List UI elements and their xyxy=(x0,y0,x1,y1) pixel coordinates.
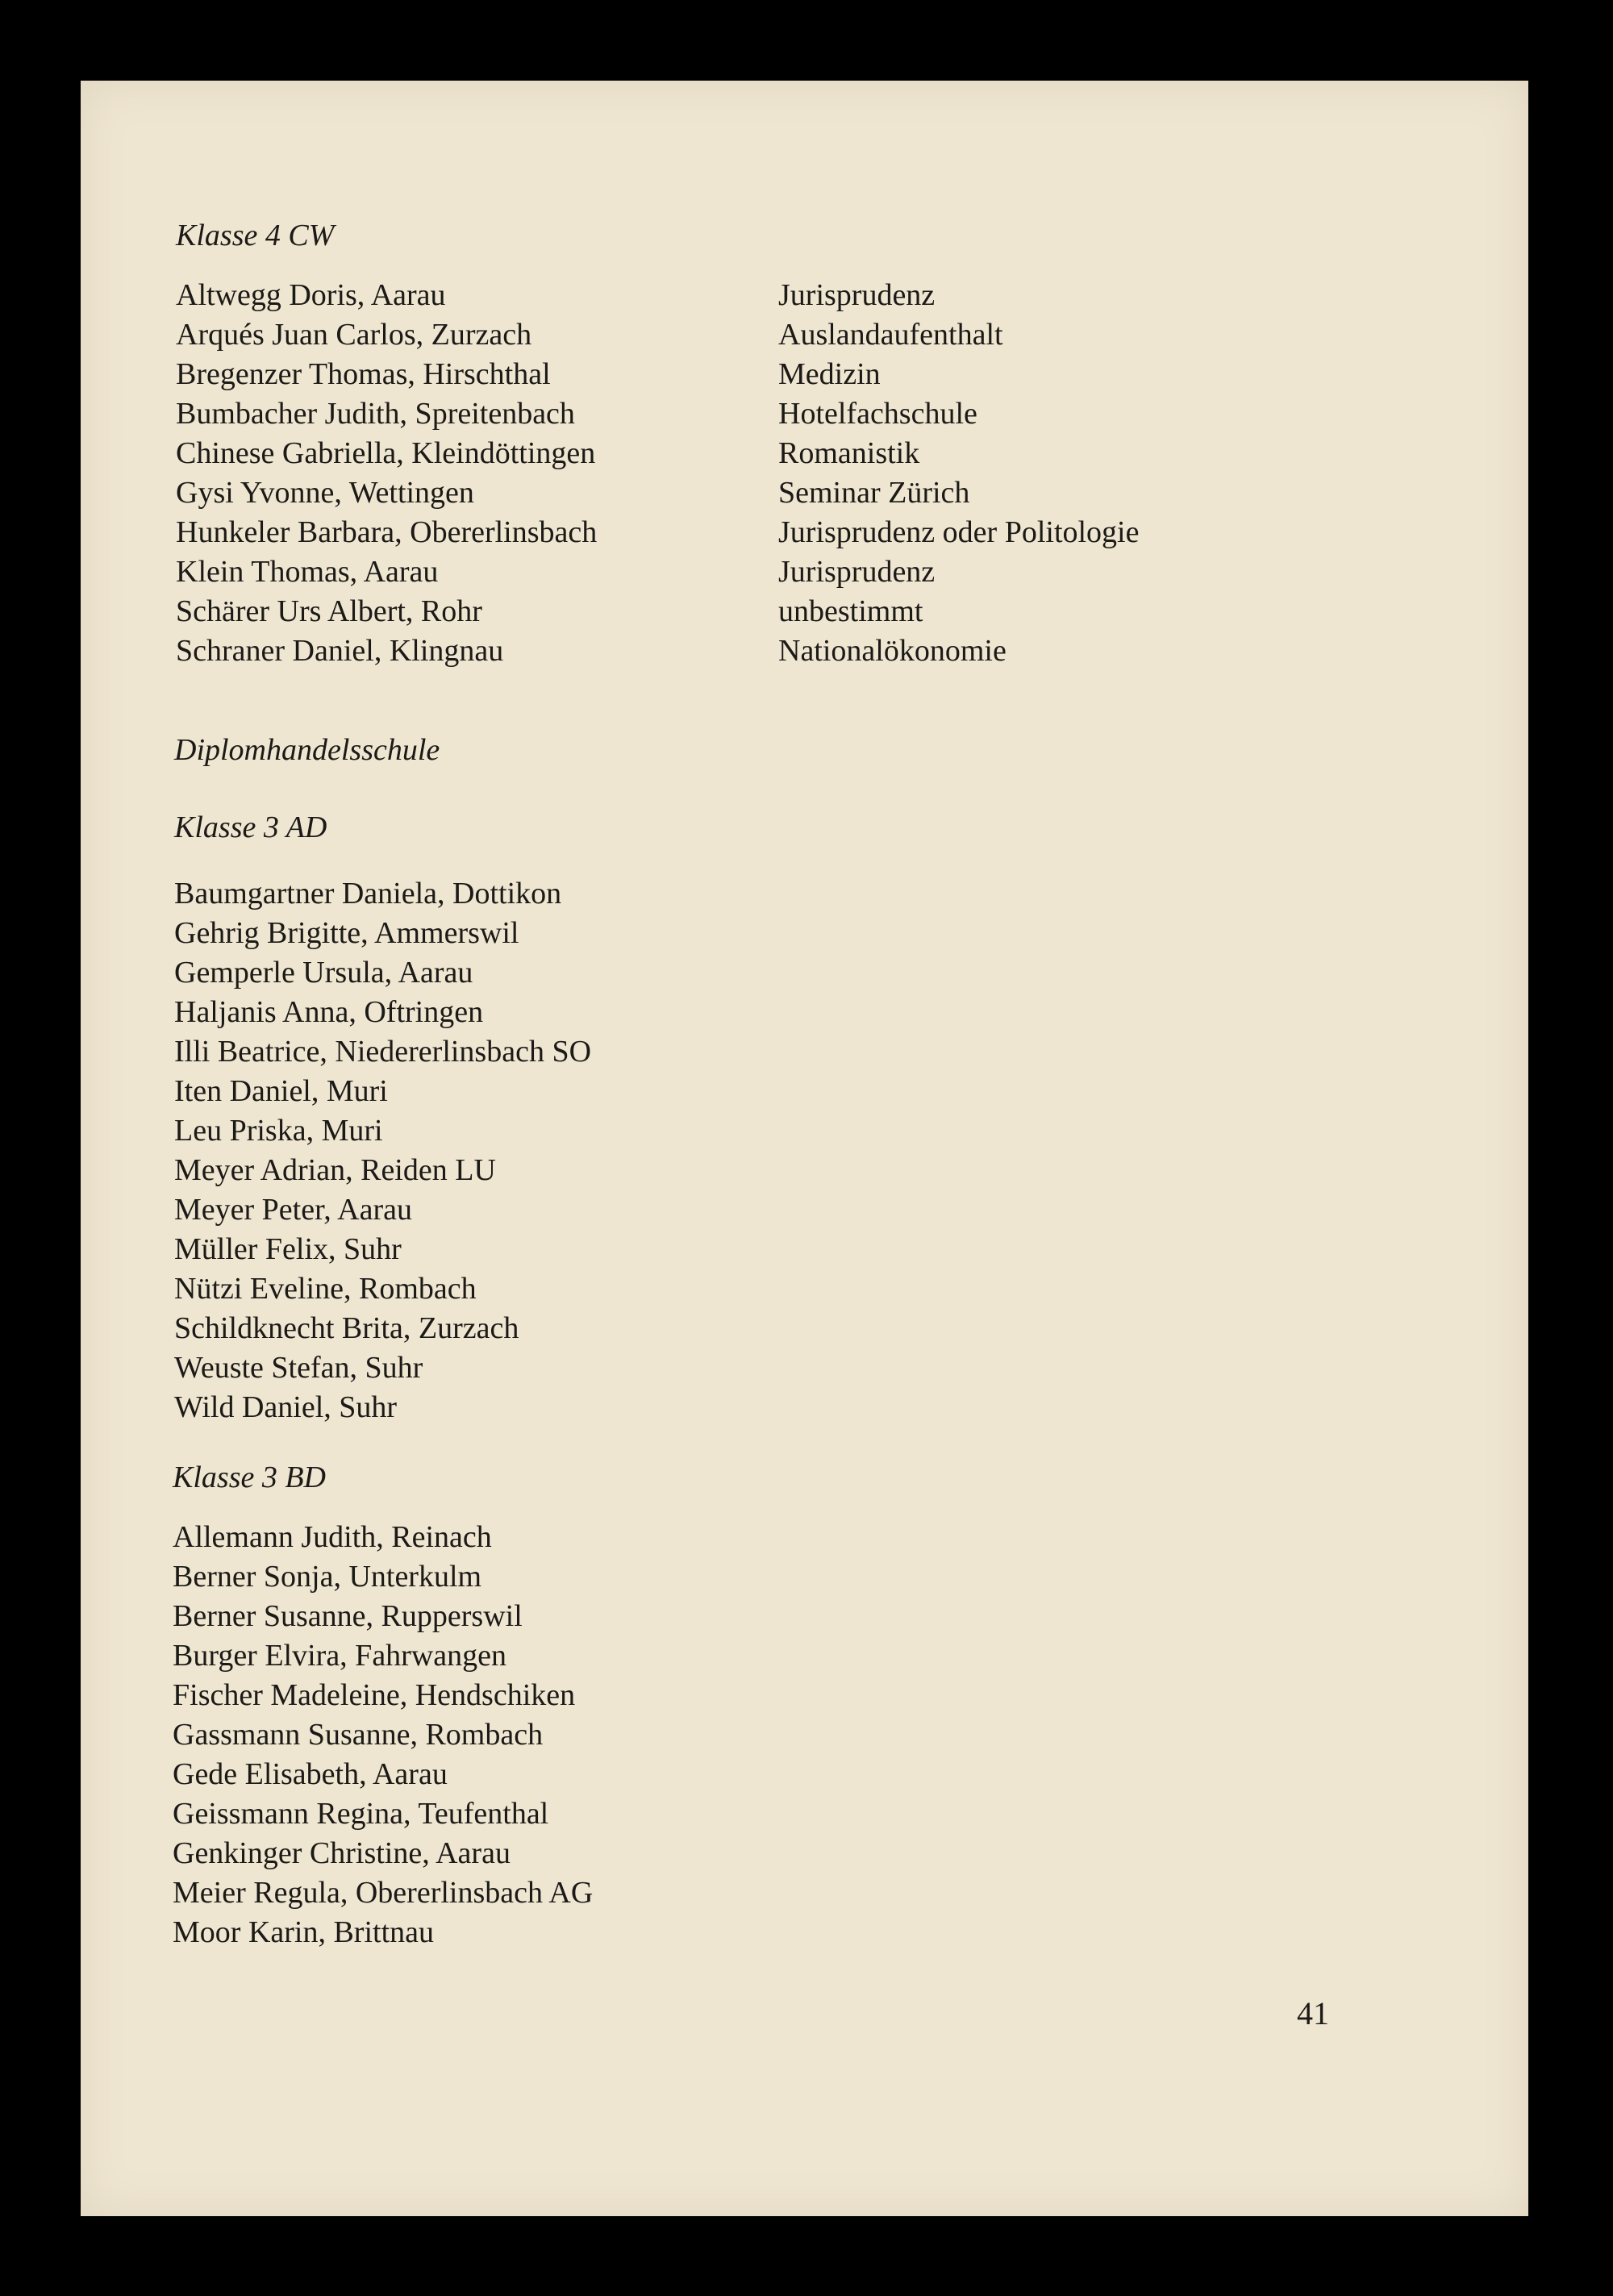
class-heading-4cw: Klasse 4 CW xyxy=(176,219,335,252)
list-item: Seminar Zürich xyxy=(778,476,970,510)
list-item: Illi Beatrice, Niedererlinsbach SO xyxy=(174,1035,592,1069)
list-item: Meier Regula, Obererlinsbach AG xyxy=(173,1876,594,1910)
list-item: Bumbacher Judith, Spreitenbach xyxy=(176,397,575,431)
student-list-4cw xyxy=(176,276,597,671)
list-item: Burger Elvira, Fahrwangen xyxy=(173,1639,507,1673)
document-page xyxy=(81,81,1528,2216)
list-item: Leu Priska, Muri xyxy=(174,1114,383,1148)
list-item: Gede Elisabeth, Aarau xyxy=(173,1757,448,1791)
list-item: Jurisprudenz oder Politologie xyxy=(778,515,1140,549)
list-item: Meyer Adrian, Reiden LU xyxy=(174,1153,496,1187)
list-item: Gysi Yvonne, Wettingen xyxy=(176,476,474,510)
list-item: Nützi Eveline, Rombach xyxy=(174,1272,477,1306)
list-item: Müller Felix, Suhr xyxy=(174,1232,402,1266)
list-item: Weuste Stefan, Suhr xyxy=(174,1351,423,1385)
list-item: Gemperle Ursula, Aarau xyxy=(174,956,473,990)
page-number: 41 xyxy=(1297,1995,1329,2031)
list-item: Chinese Gabriella, Kleindöttingen xyxy=(176,436,596,470)
list-item: Gehrig Brigitte, Ammerswil xyxy=(174,916,519,950)
list-item: Medizin xyxy=(778,357,881,391)
list-item: Schärer Urs Albert, Rohr xyxy=(176,594,482,628)
list-item: Bregenzer Thomas, Hirschthal xyxy=(176,357,551,391)
list-item: Schraner Daniel, Klingnau xyxy=(176,634,504,668)
list-item: Romanistik xyxy=(778,436,920,470)
list-item: Iten Daniel, Muri xyxy=(174,1074,388,1108)
list-item: Altwegg Doris, Aarau xyxy=(176,278,446,312)
list-item: Gassmann Susanne, Rombach xyxy=(173,1718,544,1752)
student-list-3ad xyxy=(174,874,591,1427)
list-item: Meyer Peter, Aarau xyxy=(174,1193,412,1227)
list-item: Hunkeler Barbara, Obererlinsbach xyxy=(176,515,598,549)
list-item: Allemann Judith, Reinach xyxy=(173,1520,492,1554)
list-item: Geissmann Regina, Teufenthal xyxy=(173,1797,549,1831)
class-heading-3ad: Klasse 3 AD xyxy=(174,810,327,844)
list-item: Schildknecht Brita, Zurzach xyxy=(174,1311,519,1345)
list-item: Jurisprudenz xyxy=(778,278,936,312)
list-item: Klein Thomas, Aarau xyxy=(176,555,439,589)
list-item: unbestimmt xyxy=(778,594,923,628)
list-item: Haljanis Anna, Oftringen xyxy=(174,995,484,1029)
list-item: Berner Susanne, Rupperswil xyxy=(173,1599,523,1633)
list-item: Auslandaufenthalt xyxy=(778,318,1003,352)
list-item: Wild Daniel, Suhr xyxy=(174,1390,398,1424)
school-heading: Diplomhandelsschule xyxy=(174,733,440,767)
list-item: Berner Sonja, Unterkulm xyxy=(173,1560,482,1594)
list-item: Genkinger Christine, Aarau xyxy=(173,1836,511,1870)
list-item: Hotelfachschule xyxy=(778,397,977,431)
study-plan-list-4cw xyxy=(778,276,1139,671)
list-item: Fischer Madeleine, Hendschiken xyxy=(173,1678,576,1712)
list-item: Nationalökonomie xyxy=(778,634,1007,668)
list-item: Moor Karin, Brittnau xyxy=(173,1915,435,1949)
list-item: Jurisprudenz xyxy=(778,555,936,589)
class-heading-3bd: Klasse 3 BD xyxy=(173,1461,326,1494)
student-list-3bd xyxy=(173,1518,593,1952)
list-item: Baumgartner Daniela, Dottikon xyxy=(174,877,562,910)
list-item: Arqués Juan Carlos, Zurzach xyxy=(176,318,532,352)
